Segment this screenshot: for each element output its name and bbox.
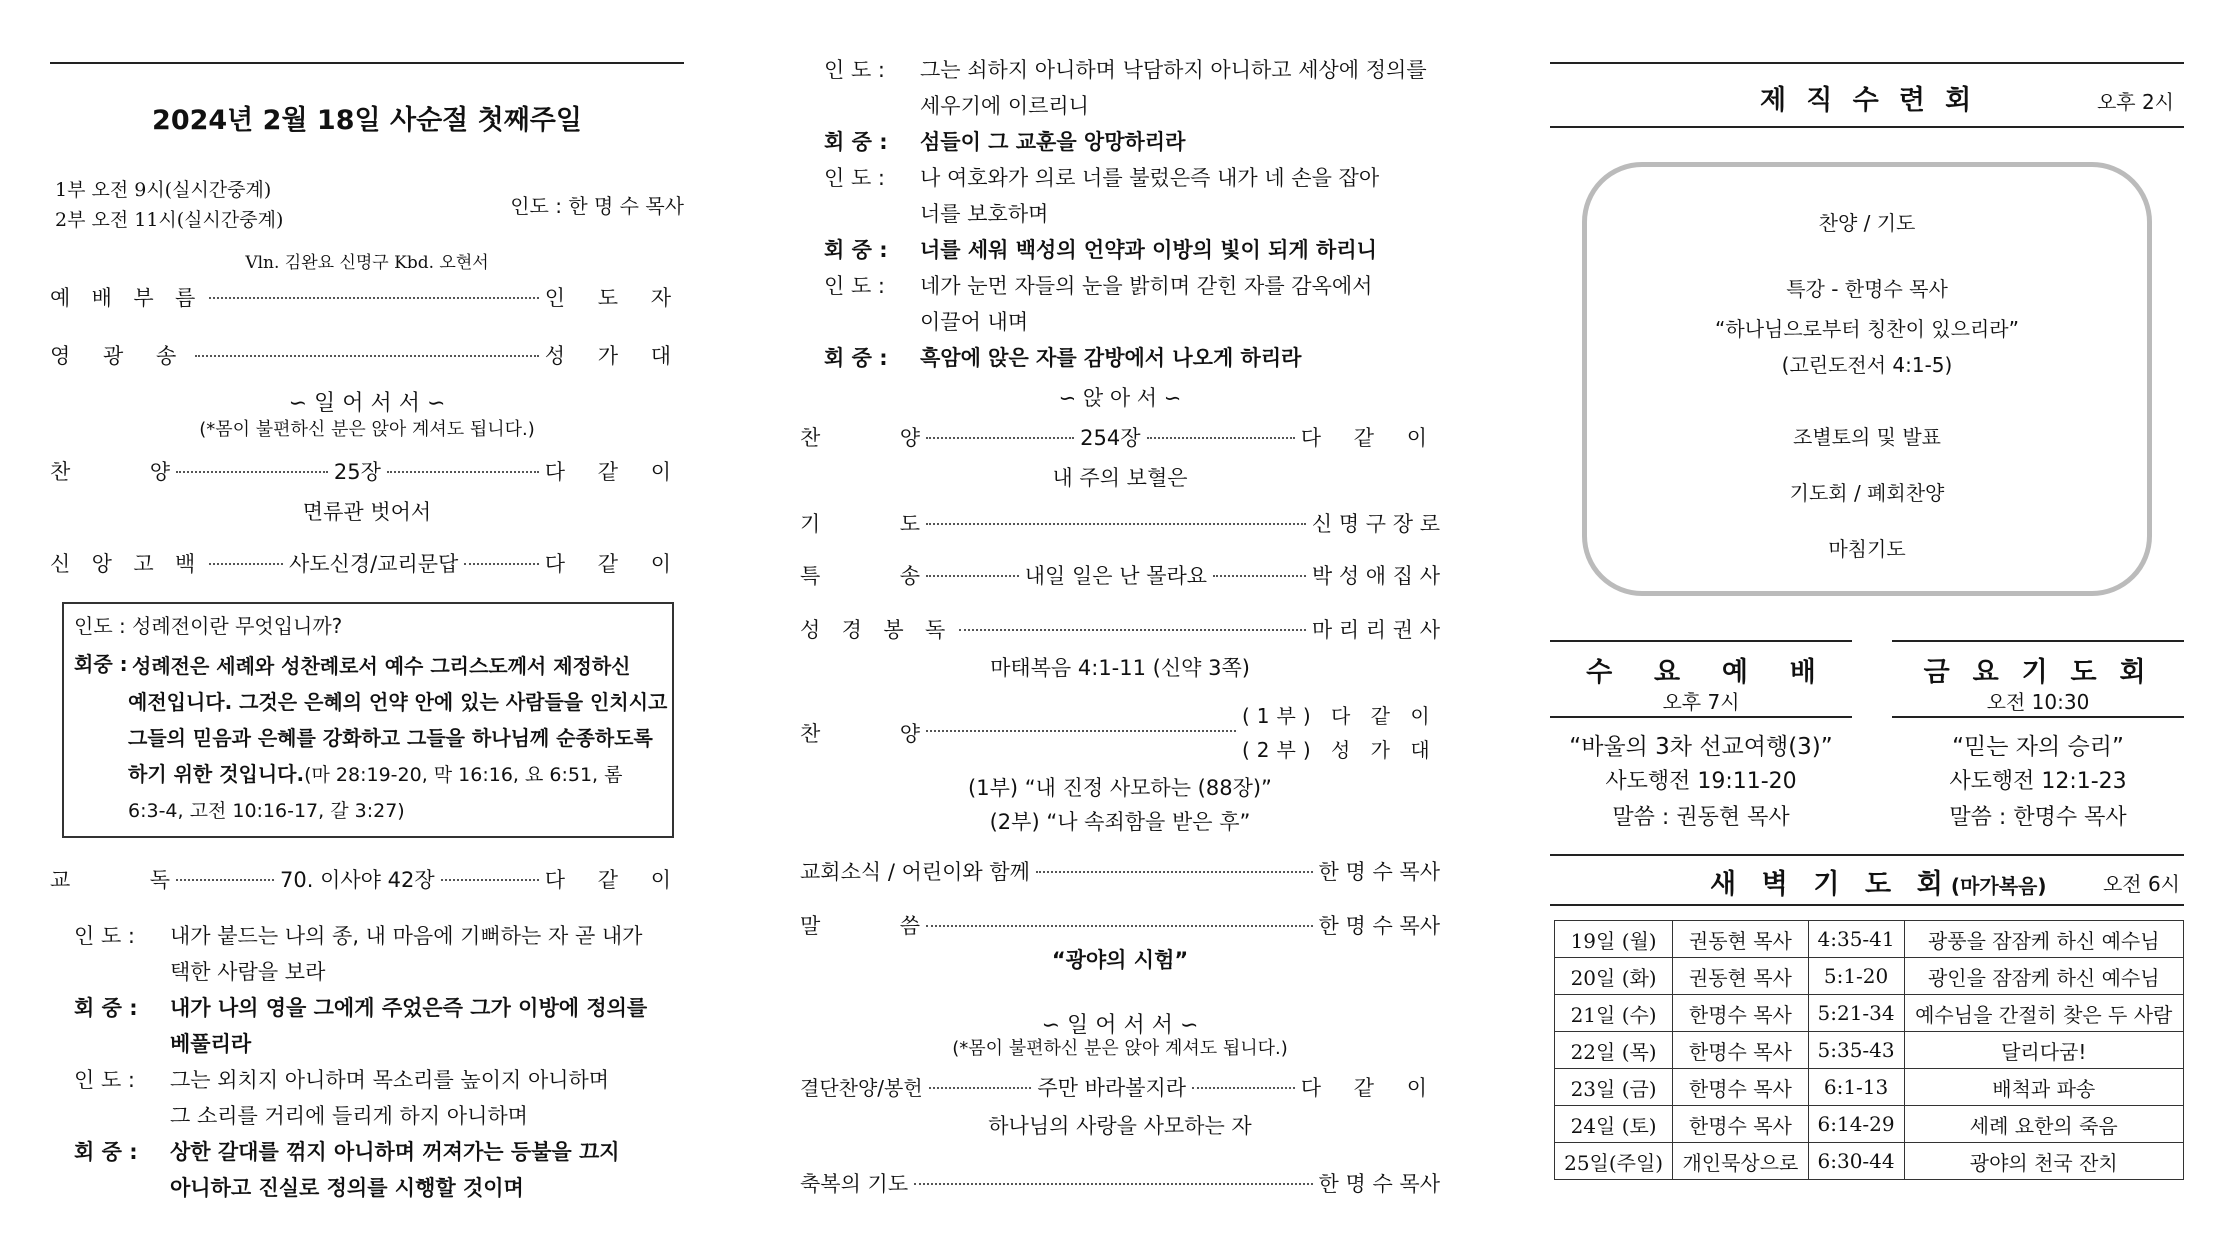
anthem-leader-2: (2부) 성 가 대 bbox=[1242, 738, 1437, 762]
friday-title: 금 요 기 도 회 bbox=[1923, 657, 2153, 688]
table-row: 22일 (목) 한명수 목사 5:35-43 달리다굼! bbox=[1555, 1032, 2184, 1069]
table-row: 23일 (금) 한명수 목사 6:1-13 배척과 파송 bbox=[1555, 1069, 2184, 1106]
order-item-benediction: 축복의 기도 한 명 수 목사 bbox=[800, 1172, 1440, 1196]
retreat-top-rule bbox=[1550, 62, 2184, 64]
wednesday-preacher: 말씀 : 권동현 목사 bbox=[1612, 805, 1790, 830]
order-item-scripture: 성 경 봉 독 마 리 리 권 사 bbox=[800, 618, 1440, 642]
wednesday-title: 수 요 예 배 bbox=[1586, 657, 1833, 688]
anthem-title-1: (1부) “내 진정 사모하는 (88장)” bbox=[968, 776, 1272, 800]
order-item-call-to-worship: 예 배 부 름 인 도 자 bbox=[50, 286, 684, 310]
catechism-answer-label: 회중 : bbox=[74, 652, 128, 676]
retreat-item-4: (고린도전서 4:1-5) bbox=[1781, 353, 1953, 377]
table-row: 19일 (월) 권동현 목사 4:35-41 광풍을 잠잠케 하신 예수님 bbox=[1555, 921, 2184, 958]
order-item-creed: 신 앙 고 백 사도신경/교리문답 다 같 이 bbox=[50, 552, 684, 576]
sermon-title: “광야의 시험” bbox=[1051, 948, 1189, 972]
responsive-5: 인 도 : 그는 쇠하지 아니하며 낙담하지 아니하고 세상에 정의를 세우기에 이르리니 bbox=[824, 58, 1427, 118]
responsive-8: 회 중 : 너를 세워 백성의 언약과 이방의 빛이 되게 하리니 bbox=[824, 238, 1377, 262]
responsive-1: 인 도 : 내가 붙드는 나의 종, 내 마음에 기뻐하는 자 곧 내가 택한 사람을 보라 bbox=[74, 924, 643, 984]
catechism-box bbox=[62, 602, 674, 838]
catechism-refs-cont: 6:3-4, 고전 10:16-17, 갈 3:27) bbox=[128, 800, 405, 822]
dawn-subtitle: (마가복음) bbox=[1950, 874, 2047, 898]
order-item-responsive-reading: 교 독 70. 이사야 42장 다 같 이 bbox=[50, 868, 684, 892]
anthem-title-2: (2부) “나 속죄함을 받은 후” bbox=[989, 810, 1251, 834]
retreat-bottom-rule bbox=[1550, 126, 2184, 128]
friday-sermon: “믿는 자의 승리” bbox=[1952, 734, 2124, 760]
stand-instruction-2: ∽ 일 어 서 서 ∽ bbox=[1041, 1013, 1199, 1038]
anthem-leader-dots bbox=[926, 730, 1236, 732]
retreat-program-box bbox=[1582, 162, 2152, 596]
order-item-special-music: 특 송 내일 일은 난 몰라요 박 성 애 집 사 bbox=[800, 564, 1440, 588]
catechism-refs: (마 28:19-20, 막 16:16, 요 6:51, 롬 bbox=[304, 764, 623, 786]
stand-instruction: ∽ 일 어 서 서 ∽ bbox=[288, 391, 446, 416]
hymn-title: 면류관 벗어서 bbox=[302, 500, 432, 524]
table-row: 24일 (토) 한명수 목사 6:14-29 세례 요한의 죽음 bbox=[1555, 1106, 2184, 1143]
wednesday-time: 오후 7시 bbox=[1662, 690, 1740, 714]
responsive-9: 인 도 : 네가 눈먼 자들의 눈을 밝히며 갇힌 자를 감옥에서 이끌어 내며 bbox=[824, 274, 1373, 334]
order-item-announcements: 교회소식 / 어린이와 함께 한 명 수 목사 bbox=[800, 860, 1440, 884]
dawn-bottom-rule bbox=[1550, 904, 2184, 906]
hymn-title-2: 내 주의 보혈은 bbox=[1052, 466, 1188, 490]
retreat-time: 오후 2시 bbox=[2096, 90, 2174, 114]
responsive-10: 회 중 : 흑암에 앉은 자를 감방에서 나오게 하리라 bbox=[824, 346, 1302, 370]
retreat-item-6: 기도회 / 폐회찬양 bbox=[1789, 481, 1945, 505]
order-item-gloria: 영 광 송 성 가 대 bbox=[50, 344, 684, 368]
responsive-3: 인 도 : 그는 외치지 아니하며 목소리를 높이지 아니하며 그 소리를 거리에 들리게 하지 아니하며 bbox=[74, 1068, 610, 1128]
worship-leader: 인도 : 한 명 수 목사 bbox=[510, 194, 684, 218]
dawn-title: 새 벽 기 도 회 bbox=[1710, 869, 1951, 900]
scripture-reference: 마태복음 4:1-11 (신약 3쪽) bbox=[990, 656, 1250, 680]
musicians: Vln. 김완요 신명구 Kbd. 오현서 bbox=[245, 253, 489, 273]
catechism-question: 성례전이란 무엇입니까? bbox=[132, 614, 343, 638]
order-item-prayer: 기 도 신 명 구 장 로 bbox=[800, 512, 1440, 536]
friday-text: 사도행전 12:1-23 bbox=[1949, 769, 2127, 794]
dawn-time: 오전 6시 bbox=[2102, 872, 2180, 896]
responsive-2: 회 중 : 내가 나의 영을 그에게 주었은즉 그가 이방에 정의를 베풀리라 bbox=[74, 996, 648, 1056]
friday-time: 오전 10:30 bbox=[1986, 690, 2090, 714]
table-row: 25일(주일) 개인묵상으로 6:30-44 광야의 천국 잔치 bbox=[1555, 1143, 2184, 1180]
retreat-item-3: “하나님으로부터 칭찬이 있으리라” bbox=[1715, 317, 2019, 341]
retreat-item-2: 특강 - 한명수 목사 bbox=[1786, 277, 1948, 301]
order-item-sermon: 말 씀 한 명 수 목사 bbox=[800, 914, 1440, 938]
responsive-7: 인 도 : 나 여호와가 의로 너를 불렀은즉 내가 네 손을 잡아 너를 보호하며 bbox=[824, 166, 1380, 226]
anthem-leader-1: (1부) 다 같 이 bbox=[1242, 704, 1437, 728]
responsive-6: 회 중 : 섬들이 그 교훈을 앙망하리라 bbox=[824, 130, 1186, 154]
table-row: 21일 (수) 한명수 목사 5:21-34 예수님을 간절히 찾은 두 사람 bbox=[1555, 995, 2184, 1032]
wednesday-text: 사도행전 19:11-20 bbox=[1605, 769, 1797, 794]
retreat-item-7: 마침기도 bbox=[1828, 537, 1906, 561]
responsive-4: 회 중 : 상한 갈대를 꺾지 아니하며 꺼져가는 등불을 끄지 아니하고 진실로 정의를 시행할 것이며 bbox=[74, 1140, 620, 1200]
catechism-question-label: 인도 : bbox=[74, 614, 126, 638]
retreat-title: 제 직 수 련 회 bbox=[1760, 85, 1977, 116]
stand-note: (*몸이 불편하신 분은 앉아 계셔도 됩니다.) bbox=[199, 419, 535, 440]
dawn-top-rule bbox=[1550, 854, 2184, 856]
order-item-hymn-2: 찬 양 254장 다 같 이 bbox=[800, 426, 1440, 450]
dawn-heading bbox=[1710, 862, 2046, 901]
order-item-hymn: 찬 양 25장 다 같 이 bbox=[50, 460, 685, 484]
response-hymn-title: 하나님의 사랑을 사모하는 자 bbox=[988, 1114, 1252, 1138]
catechism-answer: 성례전은 세례와 성찬례로서 예수 그리스도께서 제정하신 예전입니다. 그것은 은혜의 언약 안에 있는 사람들을 인치시고 그들의 믿음과 은혜를 강화하고 그들을 하나님께 순종하도록 하기 위한 것입니다.(마 28:19-20, 막 16:16, 요 6:51, 롬 6:3-4, 고전 10:16-17, 갈 3:27) bbox=[132, 648, 667, 829]
dawn-schedule-table bbox=[1554, 920, 2184, 1180]
table-row: 20일 (화) 권동현 목사 5:1-20 광인을 잠잠케 하신 예수님 bbox=[1555, 958, 2184, 995]
stand-note-2: (*몸이 불편하신 분은 앉아 계셔도 됩니다.) bbox=[952, 1038, 1288, 1059]
service-time-1: 1부 오전 9시(실시간중계) bbox=[55, 179, 272, 201]
page-title: 2024년 2월 18일 사순절 첫째주일 bbox=[152, 105, 582, 136]
retreat-item-5: 조별토의 및 발표 bbox=[1793, 425, 1941, 449]
top-rule bbox=[50, 62, 684, 64]
sit-instruction: ∽ 앉 아 서 ∽ bbox=[1058, 386, 1182, 410]
order-item-anthem-label: 찬 양 bbox=[800, 722, 920, 746]
order-item-response-hymn: 결단찬양/봉헌 주만 바라볼지라 다 같 이 bbox=[800, 1076, 1441, 1100]
retreat-item-1: 찬양 / 기도 bbox=[1818, 211, 1916, 235]
wednesday-sermon: “바울의 3차 선교여행(3)” bbox=[1569, 734, 1833, 760]
friday-preacher: 말씀 : 한명수 목사 bbox=[1949, 805, 2127, 830]
service-time-2: 2부 오전 11시(실시간중계) bbox=[55, 209, 284, 231]
